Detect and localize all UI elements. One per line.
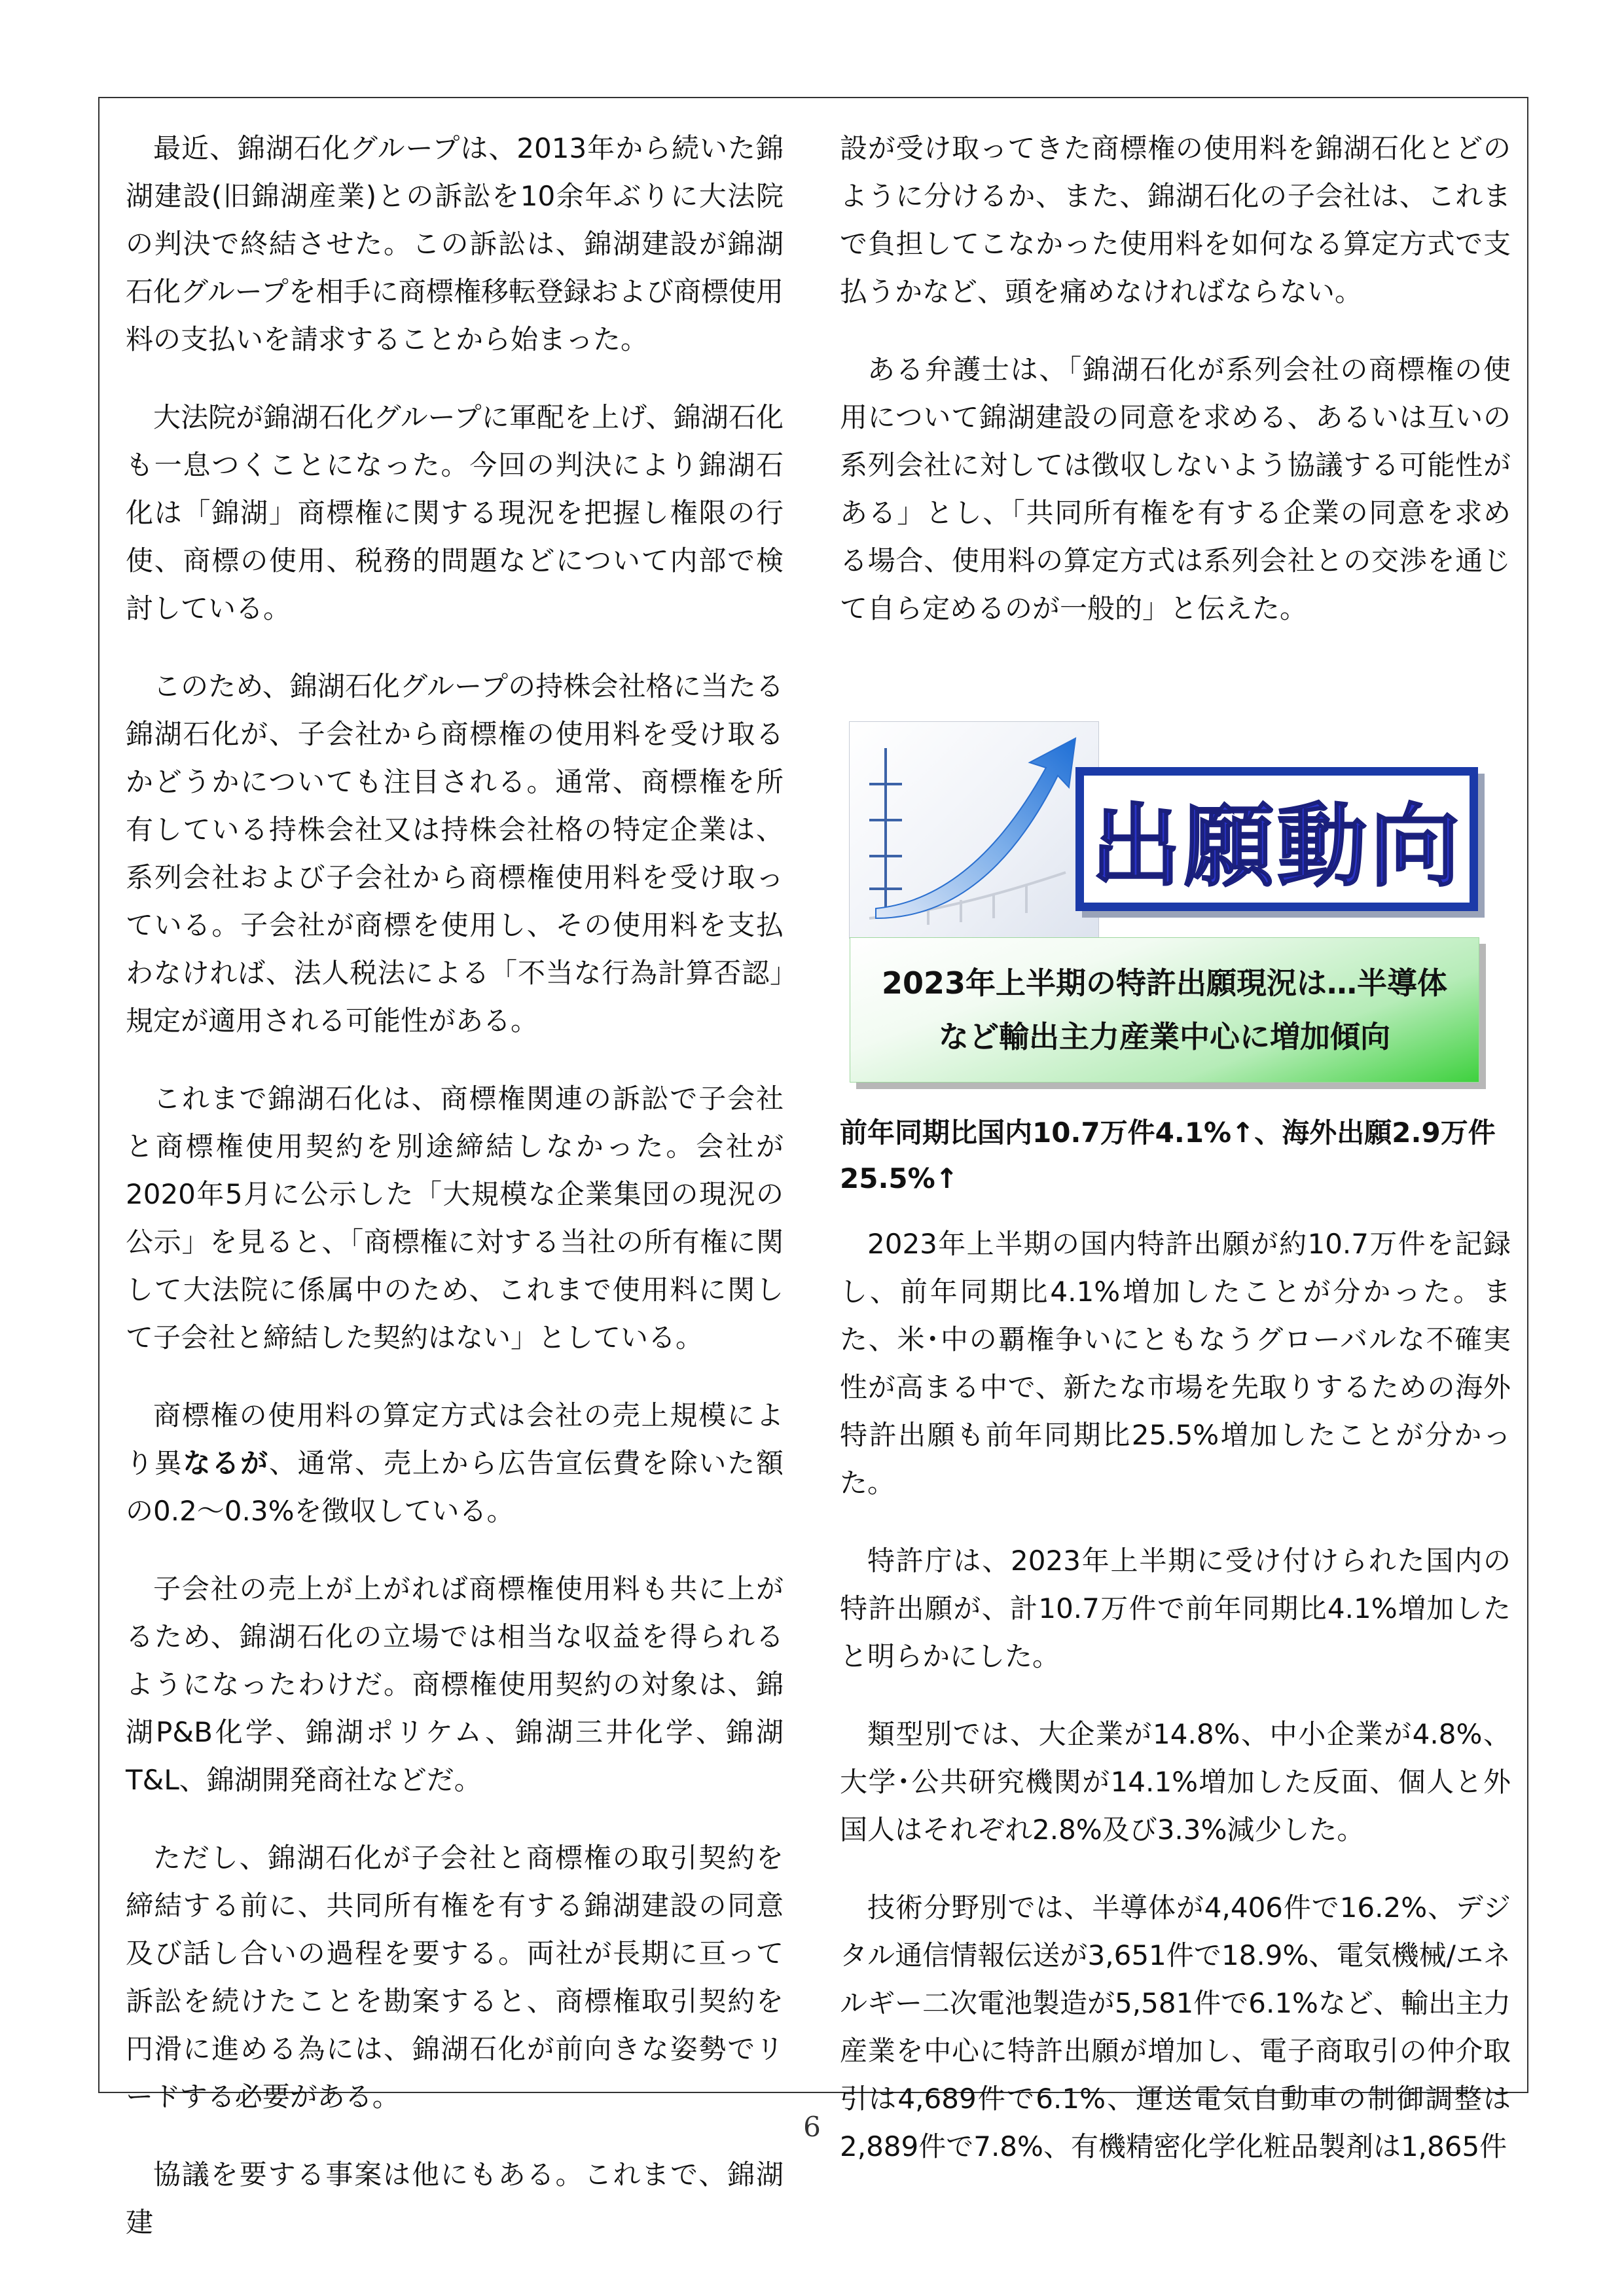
section-title-frame xyxy=(1075,767,1478,911)
paragraph: 技術分野別では、半導体が4,406件で16.2%、デジタル通信情報伝送が3,651件で18.9%、電気機械/エネルギー二次電池製造が5,581件で6.1%など、輸出主力産業を中心に特許出願が増加し、電子商取引の仲介取引は4,689件で6.1%、運送電気自動車の制御調整は2,889件で7.8%、有機精密化学化粧品製剤は1,865件 xyxy=(840,1892,1511,2162)
growth-chart-icon xyxy=(849,721,1099,939)
headline-line: 2023年上半期の特許出願現況は…半導体 xyxy=(881,965,1448,1001)
section-banner xyxy=(840,662,1511,1088)
paragraph: 設が受け取ってきた商標権の使用料を錦湖石化とどのように分けるか、また、錦湖石化の子会社は、これまで負担してこなかった使用料を如何なる算定方式で支払うかなど、頭を痛めなければならない。 xyxy=(840,132,1511,308)
right-column xyxy=(840,124,1511,2200)
paragraph: このため、錦湖石化グループの持株会社格に当たる錦湖石化が、子会社から商標権の使用料を受け取るかどうかについても注目される。通常、商標権を所有している持株会社又は持株会社格の特定企業は、系列会社および子会社から商標権使用料を受け取っている。子会社が商標を使用し、その使用料を支払わなければ、法人税法による「不当な行為計算否認」規定が適用される可能性がある。 xyxy=(126,670,784,1037)
paragraph xyxy=(126,1391,784,1535)
page-number: 6 xyxy=(803,2111,821,2143)
subheading: 前年同期比国内10.7万件4.1%↑、海外出願2.9万件25.5%↑ xyxy=(840,1117,1496,1194)
paragraph: これまで錦湖石化は、商標権関連の訴訟で子会社と商標権使用契約を別途締結しなかった。会社が2020年5月に公示した「大規模な企業集団の現況の公示」を見ると、「商標権に対する当社の所有権に関して大法院に係属中のため、これまで使用料に関して子会社と締結した契約はない」としている。 xyxy=(126,1083,784,1354)
paragraph-text: 商標権の使用料の算定方式は会社の売上規模により異 xyxy=(126,1399,784,1479)
paragraph: 協議を要する事案は他にもある。これまで、錦湖建 xyxy=(126,2159,784,2238)
left-column xyxy=(126,124,784,2276)
section-title: 出願動向 xyxy=(1082,774,1471,905)
paragraph: 2023年上半期の国内特許出願が約10.7万件を記録し、前年同期比4.1%増加したことが分かった。また、米･中の覇権争いにともなうグローバルな不確実性が高まる中で、新たな市場を先取りするための海外特許出願も前年同期比25.5%増加したことが分かった。 xyxy=(840,1228,1511,1499)
paragraph: 最近、錦湖石化グループは、2013年から続いた錦湖建設(旧錦湖産業)との訴訟を10余年ぶりに大法院の判決で終結させた。この訴訟は、錦湖建設が錦湖石化グループを相手に商標権移転登録および商標使用料の支払いを請求することから始まった。 xyxy=(126,132,784,355)
headline-line: など輸出主力産業中心に増加傾向 xyxy=(939,1019,1390,1054)
paragraph: 特許庁は、2023年上半期に受け付けられた国内の特許出願が、計10.7万件で前年同期比4.1%増加したと明らかにした。 xyxy=(840,1545,1511,1672)
headline-box xyxy=(850,937,1479,1083)
bold-text: なるが xyxy=(183,1447,269,1479)
paragraph-text: 、通常、売上から広告宣伝費を除いた額の0.2～0.3%を徴収している。 xyxy=(126,1447,784,1527)
paragraph: 大法院が錦湖石化グループに軍配を上げ、錦湖石化も一息つくことになった。今回の判決により錦湖石化は「錦湖」商標権に関する現況を把握し権限の行使、商標の使用、税務的問題などについて内部で検討している。 xyxy=(126,401,784,624)
paragraph: ただし、錦湖石化が子会社と商標権の取引契約を締結する前に、共同所有権を有する錦湖建設の同意及び話し合いの過程を要する。両社が長期に亘って訴訟を続けたことを勘案すると、商標権取引契約を円滑に進める為には、錦湖石化が前向きな姿勢でリードする必要がある。 xyxy=(126,1842,784,2113)
paragraph: 類型別では、大企業が14.8%、中小企業が4.8%、大学･公共研究機関が14.1%増加した反面、個人と外国人はそれぞれ2.8%及び3.3%減少した。 xyxy=(840,1718,1511,1846)
paragraph: ある弁護士は、「錦湖石化が系列会社の商標権の使用について錦湖建設の同意を求める、あるいは互いの系列会社に対しては徴収しないよう協議する可能性がある」とし、「共同所有権を有する企業の同意を求める場合、使用料の算定方式は系列会社との交渉を通じて自ら定めるのが一般的」と伝えた。 xyxy=(840,353,1511,624)
paragraph: 子会社の売上が上がれば商標権使用料も共に上がるため、錦湖石化の立場では相当な収益を得られるようになったわけだ。商標権使用契約の対象は、錦湖P&B化学、錦湖ポリケム、錦湖三井化学、錦湖T&L、錦湖開発商社などだ。 xyxy=(126,1573,784,1796)
